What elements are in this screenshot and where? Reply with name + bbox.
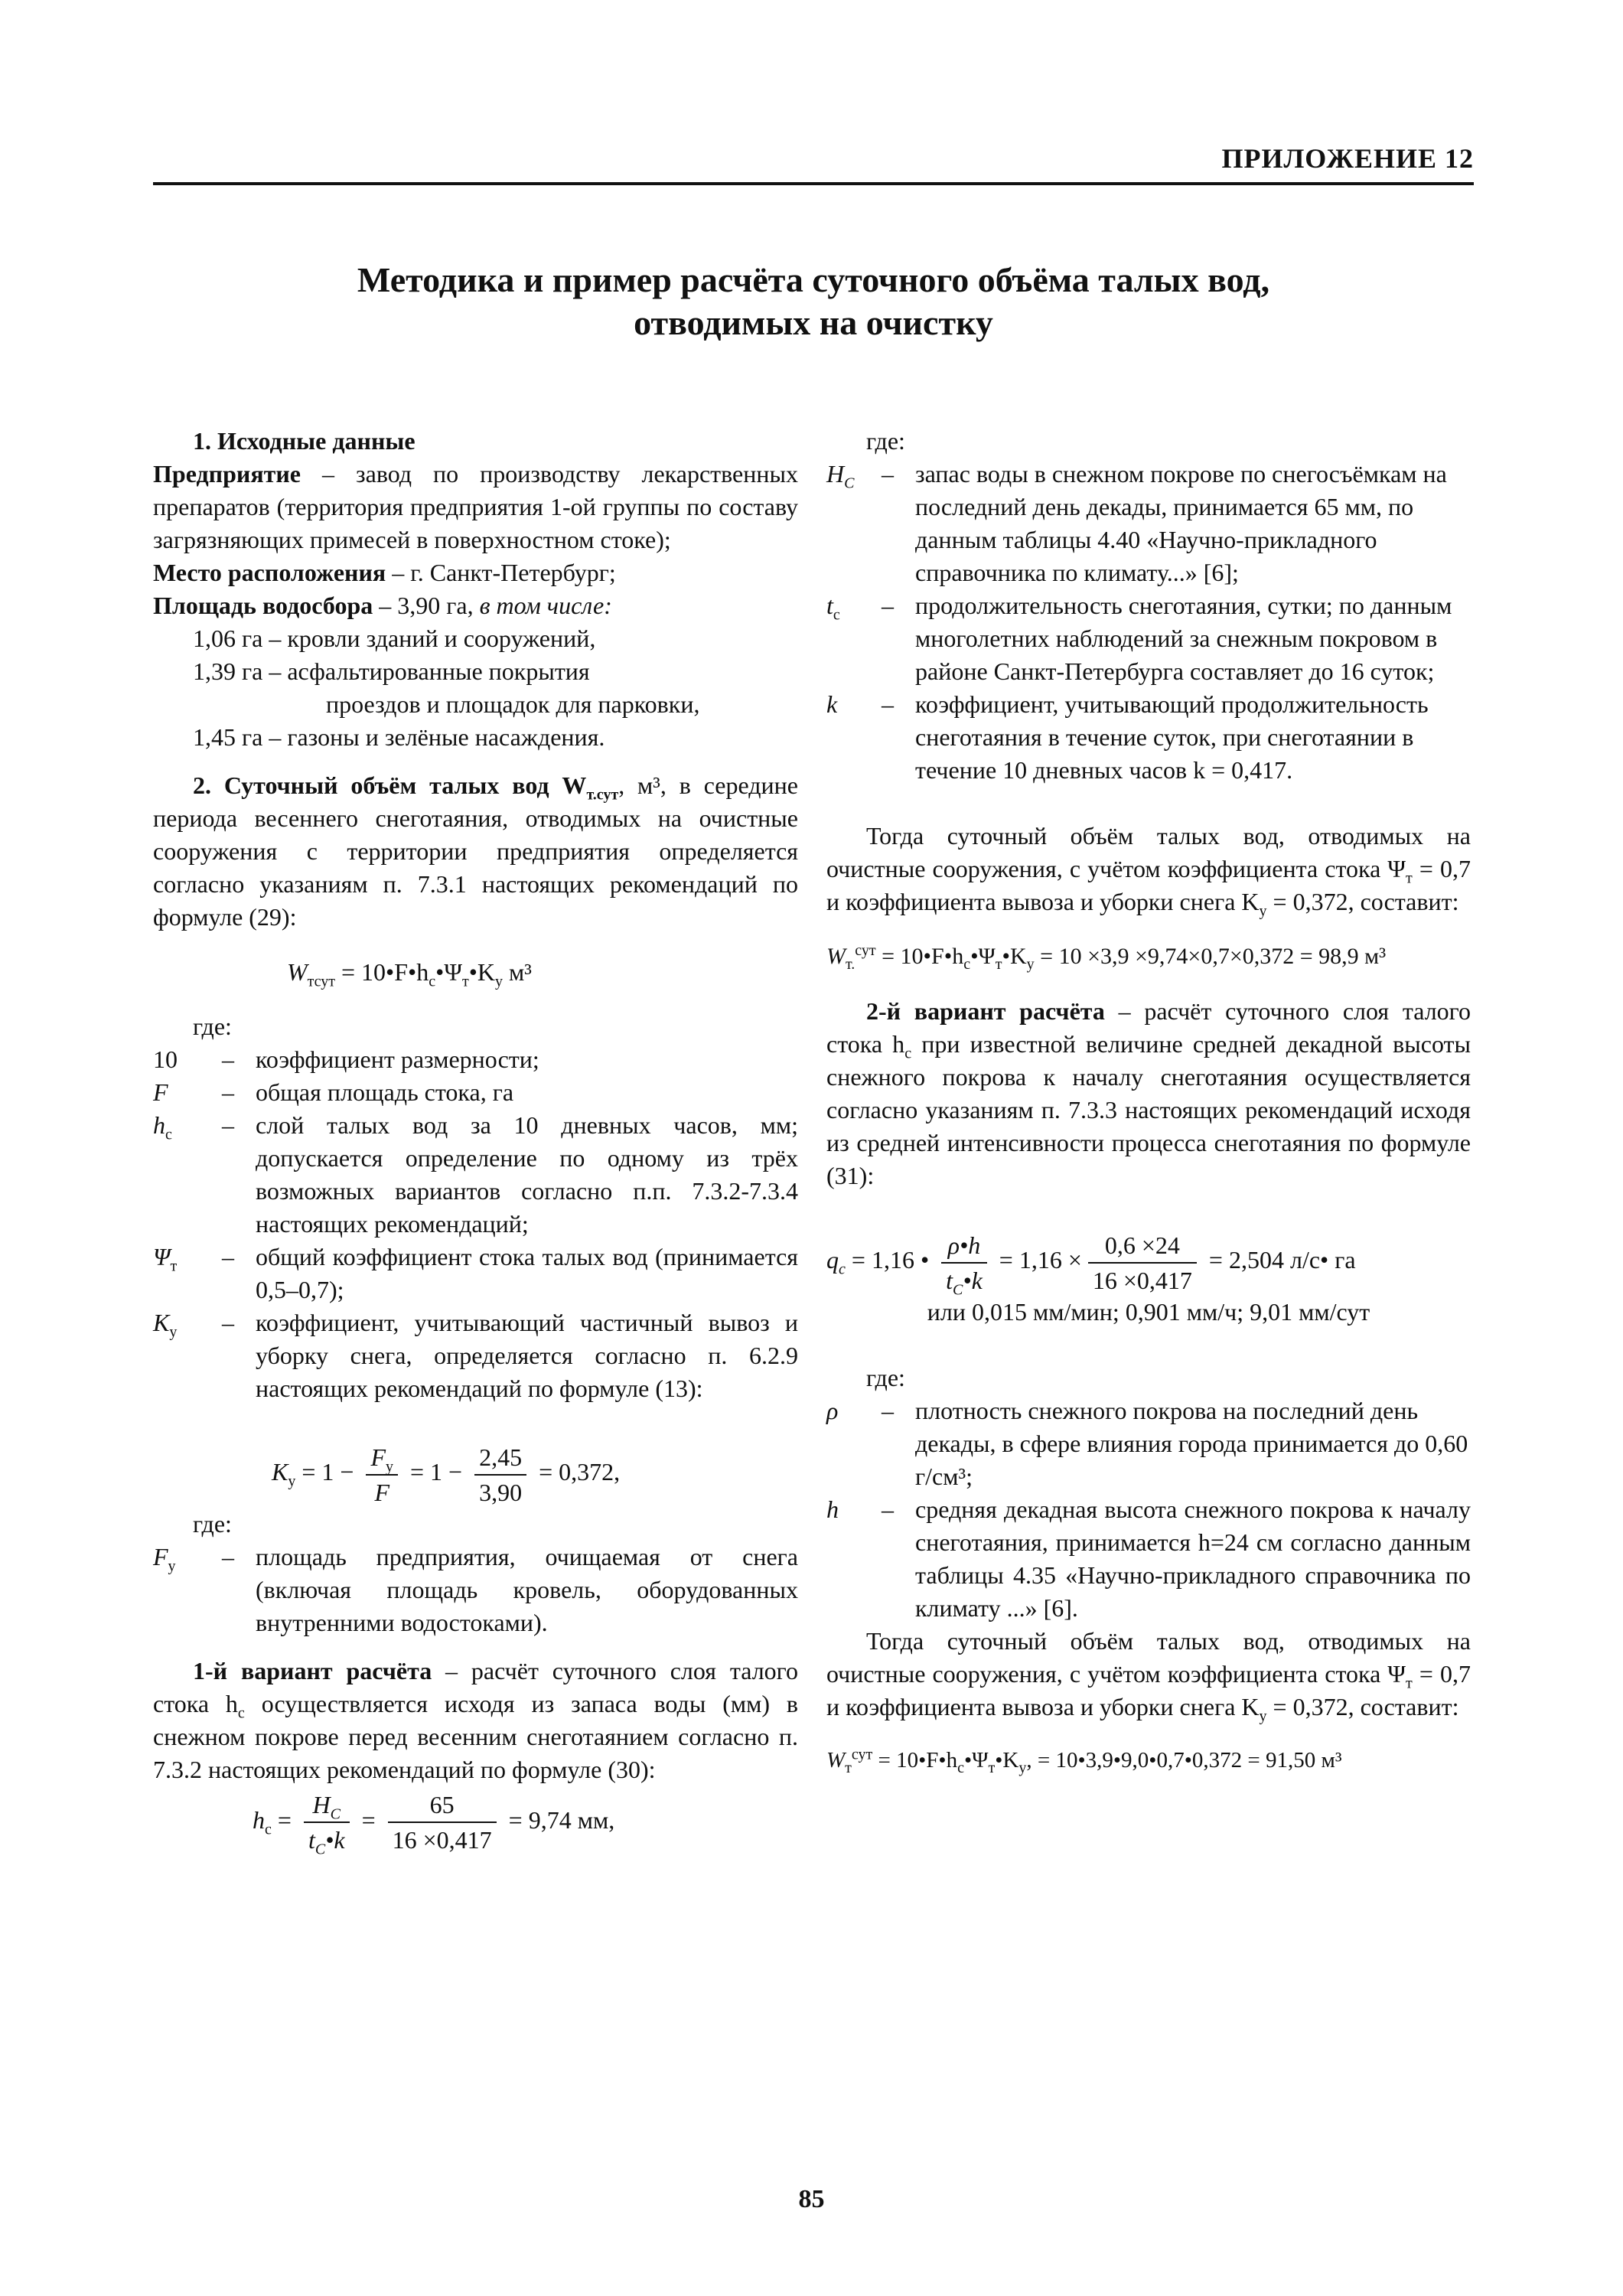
definition-item: ρ – плотность снежного покрова на последний день декады, в сфере влияния города принимается до 0,60 г/см³; — [826, 1394, 1471, 1493]
section-2-text: , м³, в середине периода весеннего снеготаяния, отводимых на очистные сооружения с территории предприятия определяется согласно указаниям п. 7.3.1 настоящих рекомендаций по формуле (29): — [153, 771, 799, 931]
definition-item: $H_C$ – запас воды в снежном покрове по снегосъёмкам на последний день декады, принимается 65 мм, по данным таблицы 4.40 «Научно-прикладного справочника по климату...» [6]; — [826, 458, 1471, 589]
area-item: 1,39 га – асфальтированные покрытия — [193, 655, 798, 688]
header-rule — [153, 182, 1474, 185]
definition-text: слой талых вод за 10 дневных часов, мм; допускается определение по одному из трёх возможных вариантов согласно п.п. 7.3.2-7.3.4 настоящих рекомендаций; — [256, 1111, 798, 1238]
formula-31-alt-units: или 0,015 мм/мин; 0,901 мм/ч; 9,01 мм/сут — [927, 1297, 1370, 1326]
then-paragraph-2: Тогда суточный объём талых вод, отводимых на очистные сооружения, с учётом коэффициента стока $\Psi_т = 0,7$ и коэффициента вывоза и уборки снега $K_у = 0,372$, составит: — [826, 1626, 1471, 1725]
where-label: где: — [193, 1509, 232, 1538]
definition-symbol: 10 — [153, 1045, 178, 1073]
location-label: Место расположения — [153, 559, 386, 586]
definition-symbol: $F_у$ — [153, 1542, 176, 1575]
definition-text: коэффициент, учитывающий частичный вывоз и уборку снега, определяется согласно п. 6.2.9 настоящих рекомендаций по формуле (13): — [256, 1309, 798, 1402]
variant-2-paragraph: 2-й вариант расчёта – расчёт суточного слоя талого стока $h_с$ при известной величине средней декадной высоты снежного покрова к началу снеготаяния осуществляется согласно указаниям п. 7.3.3 настоящих рекомендаций исходя из средней интенсивности процесса снеготаяния по формуле (31): — [826, 997, 1471, 1189]
area-item-value: 1,06 га — [193, 625, 263, 652]
then-paragraph-1: Тогда суточный объём талых вод, отводимых на очистные сооружения, с учётом коэффициента стока $\Psi_т = 0,7$ и коэффициента вывоза и уборки снега $K_у = 0,372$, составит: — [826, 822, 1471, 920]
enterprise-paragraph — [153, 458, 798, 556]
formula-13: $K_у = 1$ − $\frac{F_у}{F}$ = 1 − $\frac{2,45}{3,90}$ = 0,372, — [272, 1443, 621, 1506]
definition-symbol: $\Psi_т$ — [153, 1243, 178, 1275]
where-label: где: — [866, 427, 905, 455]
area-list — [193, 622, 798, 754]
definition-symbol: $t_с$ — [826, 592, 840, 624]
section-1-title: 1. Исходные данные — [193, 427, 416, 455]
definition-item: $t_с$ – продолжительность снеготаяния, сутки; по данным многолетних наблюдений за снежным покровом в районе Санкт-Петербурга составляет до 16 суток; — [826, 589, 1471, 688]
title-line-1: Методика и пример расчёта суточного объёма талых вод, — [357, 260, 1270, 299]
definition-symbol: $K_у$ — [153, 1309, 178, 1341]
variant-2-label: 2-й вариант расчёта — [866, 997, 1105, 1025]
definition-symbol: h — [826, 1495, 839, 1523]
definition-symbol: $h_с$ — [153, 1111, 172, 1143]
page-number: 85 — [798, 2185, 825, 2213]
area-item: 1,45 га – газоны и зелёные насаждения. — [193, 721, 798, 754]
definition-text: общая площадь стока, га — [256, 1078, 514, 1106]
definition-text: коэффициент, учитывающий продолжительность снеготаяния в течение суток, при снеготаянии в течение 10 дневных часов k = 0,417. — [915, 690, 1429, 784]
area-item-text: кровли зданий и сооружений, — [287, 625, 596, 652]
area-item-value: 1,39 га — [193, 657, 263, 685]
location-text: – г. Санкт-Петербург; — [386, 559, 616, 586]
area-label: Площадь водосбора — [153, 592, 373, 619]
area-text: – 3,90 га, — [373, 592, 480, 619]
definition-item: 10 – коэффициент размерности; — [153, 1043, 798, 1076]
where-label: где: — [193, 1013, 232, 1040]
formula-variant-1: $W_{т.}^{сут}$ = $10•F•h_с•\Psi_т•K_у = 10 \times 3,9 \times 9,74\times 0,7\times 0,372 = 98,9$ м³ — [826, 942, 1387, 973]
area-item: 1,06 га – кровли зданий и сооружений, — [193, 622, 798, 655]
area-item-continuation: проездов и площадок для парковки, — [326, 690, 700, 718]
enterprise-text: – завод по производству лекарственных препаратов (территория предприятия 1-ой группы по составу загрязняющих примесей в поверхностном стоке); — [153, 460, 798, 553]
section-2-title: 2. Суточный объём талых вод W — [193, 771, 587, 799]
definition-symbol: F — [153, 1078, 168, 1106]
definition-symbol: k — [826, 690, 838, 718]
enterprise-label: Предприятие — [153, 460, 301, 488]
section-2-paragraph — [153, 769, 798, 934]
definition-item: $F_у$ – площадь предприятия, очищаемая от снега (включая площадь кровель, оборудованных внутренними водостоками). — [153, 1541, 798, 1639]
definition-symbol: ρ — [826, 1396, 839, 1424]
definition-text: запас воды в снежном покрове по снегосъёмкам на последний день декады, принимается 65 мм, по данным таблицы 4.40 «Научно-прикладного справочника по климату...» [6]; — [915, 460, 1447, 586]
definition-text: коэффициент размерности; — [256, 1045, 539, 1073]
section-2-title-sub: т.сут — [586, 786, 619, 804]
right-column — [826, 425, 1471, 1782]
definition-text: продолжительность снеготаяния, сутки; по данным многолетних наблюдений за снежным покровом в районе Санкт-Петербурга составляет до 16 суток; — [915, 592, 1452, 685]
definition-text: плотность снежного покрова на последний день декады, в сфере влияния города принимается до 0,60 г/см³; — [915, 1396, 1468, 1490]
area-item-value: 1,45 га — [193, 723, 263, 751]
area-paragraph — [153, 589, 798, 622]
definition-text: площадь предприятия, очищаемая от снега (включая площадь кровель, оборудованных внутренними водостоками). — [256, 1542, 798, 1636]
definition-symbol: $H_C$ — [826, 460, 855, 492]
definition-text: общий коэффициент стока талых вод (принимается 0,5–0,7); — [256, 1243, 798, 1303]
definitions-list — [826, 1394, 1471, 1625]
definition-item: k – коэффициент, учитывающий продолжительность снеготаяния в течение суток, при снеготаянии в течение 10 дневных часов k = 0,417. — [826, 688, 1471, 787]
formula-29: $W_{тсут}$ = $10•F•h_с•\Psi_т•K_у$ м³ — [287, 958, 532, 990]
area-item-text: газоны и зелёные насаждения. — [287, 723, 605, 751]
definition-text: средняя декадная высота снежного покрова к началу снеготаяния, принимается h=24 см согласно данным таблицы 4.35 «Научно-прикладного справочника по климату ...» [6]. — [915, 1495, 1471, 1622]
area-italic: в том числе: — [479, 592, 612, 619]
definition-item: F – общая площадь стока, га — [153, 1076, 798, 1109]
definition-item: $K_у$ – коэффициент, учитывающий частичный вывоз и уборку снега, определяется согласно п. 6.2.9 настоящих рекомендаций по формуле (13): — [153, 1306, 798, 1405]
area-item-text: асфальтированные покрытия — [287, 657, 590, 685]
definition-item: $\Psi_т$ – общий коэффициент стока талых вод (принимается 0,5–0,7); — [153, 1241, 798, 1306]
formula-30: $h_с$ = $\frac{H_C}{t_C•k}$ = $\frac{65}{16 \times 0,417}$ = 9,74 мм, — [253, 1791, 615, 1858]
title-line-2: отводимых на очистку — [634, 303, 993, 342]
variant-1-paragraph: 1-й вариант расчёта – расчёт суточного слоя талого стока $h_с$ осуществляется исходя из запаса воды (мм) в снежном покрове перед весенним снеготаянием согласно п. 7.3.2 настоящих рекомендаций по формуле (30): — [153, 1656, 799, 1783]
where-label: где: — [866, 1363, 905, 1391]
formula-variant-2: $W_т^{сут}$ = $10•F•h_с•\Psi_т•K_у$, = 10•3,9•9,0•0,7•0,372 = 91,50 м³ — [826, 1746, 1342, 1776]
definition-item: $h_с$ – слой талых вод за 10 дневных часов, мм; допускается определение по одному из трёх возможных вариантов согласно п.п. 7.3.2-7.3.4 настоящих рекомендаций; — [153, 1109, 798, 1241]
definitions-list — [826, 458, 1471, 787]
variant-1-label: 1-й вариант расчёта — [193, 1656, 432, 1684]
appendix-label: ПРИЛОЖЕНИЕ 12 — [1221, 143, 1474, 174]
location-paragraph — [153, 556, 798, 589]
left-column — [153, 425, 799, 1858]
definitions-list — [153, 1043, 798, 1405]
document-title — [153, 259, 1474, 344]
definition-item: h – средняя декадная высота снежного покрова к началу снеготаяния, принимается h=24 см согласно данным таблицы 4.35 «Научно-прикладного справочника по климату ...» [6]. — [826, 1493, 1471, 1625]
formula-31: $q_c = 1,16$ • $\frac{\rho•h}{t_C•k}$ = 1,16 × $\frac{0,6 \times 24}{16 \times 0,417}$ = 2,504 л/с• га — [826, 1231, 1356, 1299]
